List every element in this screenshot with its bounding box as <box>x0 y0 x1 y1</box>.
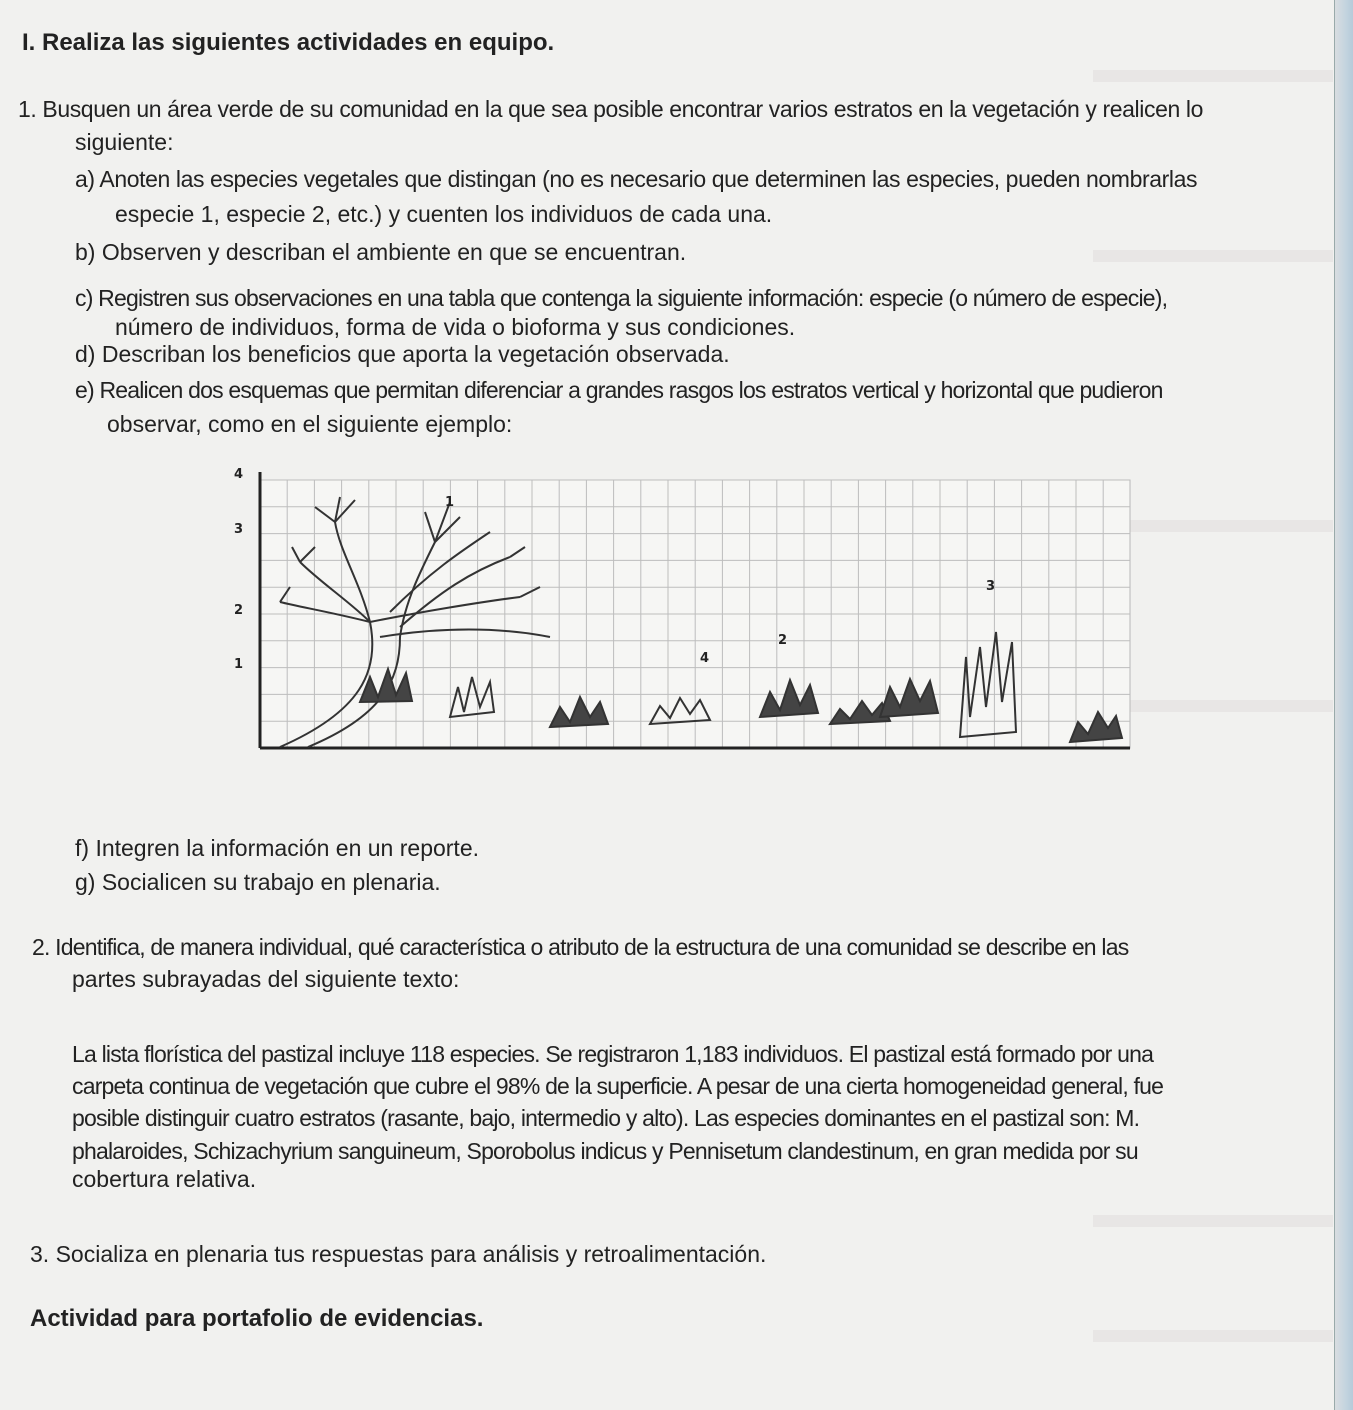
item-a: a) Anoten las especies vegetales que distingan (no es necesario que determinen las especies, pueden nombrarlas <box>75 166 1198 192</box>
paragraph-line-5: cobertura relativa. <box>72 1166 257 1192</box>
paragraph-line-3: posible distinguir cuatro estratos (rasante, bajo, intermedio y alto). Las especies dominantes en el pastizal son: M. <box>72 1105 1140 1131</box>
item-c-continued: número de individuos, forma de vida o bioforma y sus condiciones. <box>115 314 796 340</box>
y-label-1: 1 <box>234 657 244 672</box>
question-3: 3. Socializa en plenaria tus respuestas para análisis y retroalimentación. <box>30 1241 767 1267</box>
question-1-continued: siguiente: <box>75 129 174 155</box>
item-e-continued: observar, como en el siguiente ejemplo: <box>107 411 513 437</box>
question-1: 1. Busquen un área verde de su comunidad en la que sea posible encontrar varios estratos en la vegetación y realicen lo <box>18 96 1203 122</box>
paragraph-line-1: La lista florística del pastizal incluye 118 especies. Se registraron 1,183 individuos. El pastizal está formado por una <box>72 1041 1154 1067</box>
section-heading: I. Realiza las siguientes actividades en equipo. <box>22 29 555 56</box>
page-edge <box>1334 0 1353 1410</box>
question-2-continued: partes subrayadas del siguiente texto: <box>72 966 460 992</box>
y-label-3: 3 <box>234 522 244 537</box>
vegetation-strata-diagram <box>220 462 1140 754</box>
y-label-2: 2 <box>234 603 244 618</box>
item-d: d) Describan los beneficios que aporta la vegetación observada. <box>75 341 730 367</box>
item-c: c) Registren sus observaciones en una tabla que contenga la siguiente información: especie (o número de especie), <box>75 285 1168 311</box>
plant-label-2: 2 <box>778 633 788 648</box>
y-label-4: 4 <box>234 467 244 482</box>
paragraph-line-4: phalaroides, Schizachyrium sanguineum, Sporobolus indicus y Pennisetum clandestinum, en gran medida por su <box>72 1138 1138 1164</box>
paragraph-line-2: carpeta continua de vegetación que cubre el 98% de la superficie. A pesar de una cierta homogeneidad general, fue <box>72 1073 1164 1099</box>
portfolio-activity: Actividad para portafolio de evidencias. <box>30 1305 484 1332</box>
plant-label-4: 4 <box>700 651 710 666</box>
item-b: b) Observen y describan el ambiente en que se encuentran. <box>75 239 687 265</box>
item-a-continued: especie 1, especie 2, etc.) y cuenten los individuos de cada una. <box>115 201 773 227</box>
plant-label-1: 1 <box>445 495 455 510</box>
item-g: g) Socialicen su trabajo en plenaria. <box>75 869 441 895</box>
item-f: f) Integren la información en un reporte. <box>75 835 480 861</box>
question-2: 2. Identifica, de manera individual, qué característica o atributo de la estructura de una comunidad se describe en las <box>32 934 1129 960</box>
plant-label-3: 3 <box>986 579 996 594</box>
item-e: e) Realicen dos esquemas que permitan diferenciar a grandes rasgos los estratos vertical y horizontal que pudieron <box>75 377 1163 403</box>
